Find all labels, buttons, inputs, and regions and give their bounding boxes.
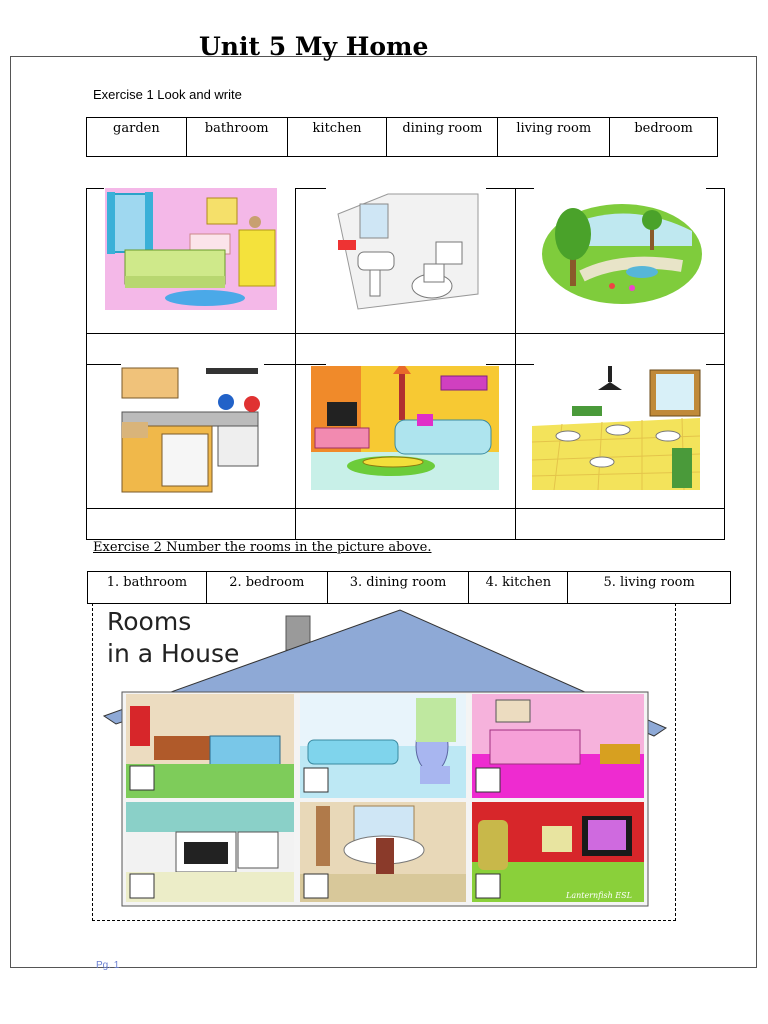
word-bank-item: 5. living room (568, 572, 731, 604)
word-bank-item: bathroom (186, 118, 287, 157)
dining-room-picture (532, 366, 700, 490)
room-bedroom-girl (472, 694, 644, 798)
picture-grid (86, 188, 725, 540)
bathroom-picture (338, 194, 478, 309)
word-bank-item: living room (498, 118, 610, 157)
word-bank-item: dining room (387, 118, 498, 157)
word-bank-item: kitchen (287, 118, 387, 157)
word-bank-item: 4. kitchen (469, 572, 568, 604)
exercise2-word-bank (87, 571, 731, 604)
word-bank-item: 2. bedroom (206, 572, 327, 604)
word-bank-item: 3. dining room (327, 572, 469, 604)
room-dining-room (300, 802, 466, 902)
kitchen-picture (122, 368, 260, 492)
room-kitchen (126, 802, 294, 902)
page-number: Pg. 1 (96, 960, 120, 971)
word-bank-item: garden (87, 118, 187, 157)
room-bathroom (300, 694, 466, 798)
house-picture-credit: Lanternfish ESL (566, 891, 632, 900)
bedroom-picture (105, 188, 277, 310)
exercise1-instruction: Exercise 1 Look and write (93, 87, 242, 102)
house-picture-title (107, 606, 239, 670)
exercise2-instruction: Exercise 2 Number the rooms in the picture above. (93, 540, 432, 555)
word-bank-item: 1. bathroom (88, 572, 207, 604)
living-room-picture (311, 366, 499, 490)
house-title-line2: in a House (107, 639, 240, 668)
garden-picture (542, 204, 702, 304)
exercise1-word-bank (86, 117, 718, 157)
room-bedroom-boy (126, 694, 294, 798)
word-bank-item: bedroom (610, 118, 718, 157)
house-title-line1: Rooms (107, 607, 192, 636)
room-living-room (472, 802, 644, 902)
page-title: Unit 5 My Home (199, 32, 429, 61)
